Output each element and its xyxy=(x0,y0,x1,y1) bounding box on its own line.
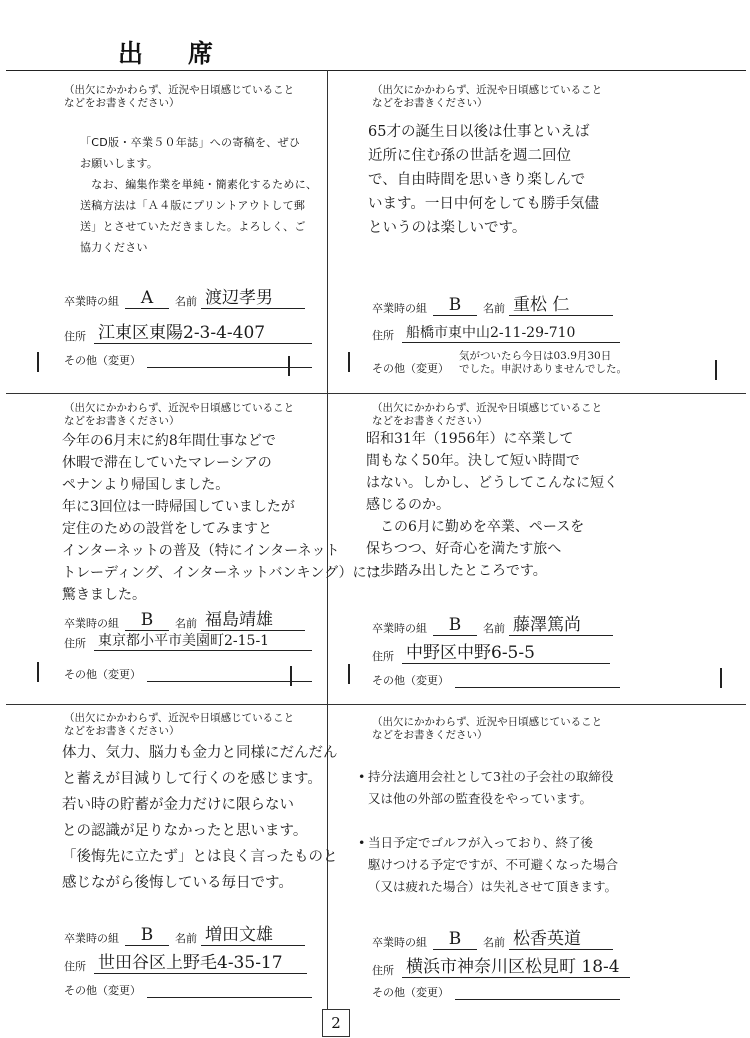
name-value: 藤澤篤尚 xyxy=(509,610,613,636)
name-label: 名前 xyxy=(175,295,197,308)
other-label: その他（変更） xyxy=(64,354,141,367)
name-label: 名前 xyxy=(483,302,505,315)
name-value: 渡辺孝男 xyxy=(201,283,305,309)
name-label: 名前 xyxy=(175,932,197,945)
entry-prompt: （出欠にかかわらず、近況や日頃感じていること などをお書きください） xyxy=(64,712,295,737)
address-value: 中野区中野6-5-5 xyxy=(402,638,610,664)
name-label: 名前 xyxy=(483,622,505,635)
address-field xyxy=(64,318,312,344)
entry-prompt: （出欠にかかわらず、近況や日頃感じていること などをお書きください） xyxy=(372,402,603,427)
message-bullet: • 持分法適用会社として3社の子会社の取締役 又は他の外部の監査役をやっています。 xyxy=(358,766,618,810)
address-value: 東京都小平市美園町2-15-1 xyxy=(94,630,312,651)
margin-mark xyxy=(37,352,39,372)
other-field xyxy=(372,984,620,1000)
row-divider-1 xyxy=(6,393,746,394)
entry-message: 65才の誕生日以後は仕事といえば 近所に住む孫の世話を週二回位 で、自由時間を思いきり楽しんで います。一日中何をしても勝手気儘 というのは楽しいです。 xyxy=(368,124,599,236)
group-label: 卒業時の組 xyxy=(64,617,119,630)
entry-message: 昭和31年（1956年）に卒業して 間もなく50年。決して短い時間で はない。しかし、どうしてこんなに短く 感じるのか。 この6月に勤めを卒業、ペースを 保ちつつ、好奇心を満たす旅へ 一歩踏み出したところです。 xyxy=(366,431,618,579)
other-label: その他（変更） xyxy=(372,674,449,687)
address-label: 住所 xyxy=(372,650,394,663)
other-label: その他（変更） xyxy=(64,984,141,997)
group-label: 卒業時の組 xyxy=(372,622,427,635)
entry-prompt: （出欠にかかわらず、近況や日頃感じていること などをお書きください） xyxy=(64,402,295,427)
address-value: 江東区東陽2-3-4-407 xyxy=(94,318,312,344)
entry-prompt: （出欠にかかわらず、近況や日頃感じていること などをお書きください） xyxy=(64,84,295,109)
other-value xyxy=(455,673,620,688)
other-value: 気がついたら今日は03.9月30日 でした。申訳けありませんでした。 xyxy=(459,350,627,375)
other-field xyxy=(64,352,312,368)
group-field xyxy=(372,290,613,316)
submission-notice: 「CD版・卒業５０年誌」への寄稿を、ぜひ お願いします。 なお、編集作業を単純・簡素化するために、 送稿方法は「Ａ４版にプリントアウトして郵 送」とさせていただきました。よろしく、ご 協力ください xyxy=(80,136,318,254)
margin-mark xyxy=(715,360,717,380)
other-value xyxy=(147,667,312,682)
other-field xyxy=(64,666,312,682)
other-field xyxy=(372,350,631,376)
name-value: 福島靖雄 xyxy=(201,605,305,631)
address-field xyxy=(64,948,307,974)
name-value: 松香英道 xyxy=(509,924,613,950)
message-bullet: • 当日予定でゴルフが入っており、終了後 駆けつける予定ですが、不可避くなった場合 （又は疲れた場合）は失礼させて頂きます。 xyxy=(358,832,618,898)
margin-mark xyxy=(348,664,350,684)
name-value: 増田文雄 xyxy=(201,920,305,946)
entry-prompt: （出欠にかかわらず、近況や日頃感じていること などをお書きください） xyxy=(372,84,603,109)
other-label: その他（変更） xyxy=(372,362,449,375)
group-field xyxy=(64,605,305,631)
address-label: 住所 xyxy=(64,637,86,650)
group-field xyxy=(64,283,305,309)
margin-mark xyxy=(288,356,290,376)
group-label: 卒業時の組 xyxy=(372,302,427,315)
other-label: その他（変更） xyxy=(372,986,449,999)
address-value: 横浜市神奈川区松見町 18-4 xyxy=(402,952,630,978)
other-field xyxy=(64,982,312,998)
address-field xyxy=(372,638,610,664)
group-label: 卒業時の組 xyxy=(64,295,119,308)
group-field xyxy=(372,924,613,950)
group-value: A xyxy=(125,288,169,309)
name-label: 名前 xyxy=(175,617,197,630)
group-value: B xyxy=(125,925,169,946)
entry-message xyxy=(358,744,618,920)
group-label: 卒業時の組 xyxy=(372,936,427,949)
margin-mark xyxy=(37,662,39,682)
group-field xyxy=(64,920,305,946)
group-value: B xyxy=(433,615,477,636)
margin-mark xyxy=(348,352,350,372)
address-field xyxy=(372,952,630,978)
row-divider-2 xyxy=(6,704,746,705)
other-value xyxy=(455,985,620,1000)
address-value: 船橋市東中山2-11-29-710 xyxy=(402,322,620,343)
other-field xyxy=(372,672,620,688)
entry-prompt: （出欠にかかわらず、近況や日頃感じていること などをお書きください） xyxy=(372,716,603,741)
address-label: 住所 xyxy=(64,960,86,973)
address-label: 住所 xyxy=(372,964,394,977)
group-value: B xyxy=(125,610,169,631)
title-underline xyxy=(6,70,746,71)
name-value: 重松 仁 xyxy=(509,290,613,316)
entry-message: 今年の6月末に約8年間仕事などで 休暇で滞在していたマレーシアの ペナンより帰国しました。 年に3回位は一時帰国していましたが 定住のための設営をしてみますと インターネットの普及（特にインターネット トレーディング、インターネットバンキング）には 驚きました。 xyxy=(62,433,381,603)
page-number: 2 xyxy=(322,1009,350,1037)
margin-mark xyxy=(290,666,292,686)
other-label: その他（変更） xyxy=(64,668,141,681)
group-value: B xyxy=(433,295,477,316)
name-label: 名前 xyxy=(483,936,505,949)
page-title: 出 席 xyxy=(118,39,224,68)
address-label: 住所 xyxy=(372,329,394,342)
margin-mark xyxy=(720,668,722,688)
other-value xyxy=(147,983,312,998)
address-field xyxy=(64,630,312,651)
address-label: 住所 xyxy=(64,330,86,343)
group-field xyxy=(372,610,613,636)
address-field xyxy=(372,322,620,343)
entry-message: 体力、気力、脳力も金力と同様にだんだん と蓄えが目減りして行くのを感じます。 若い時の貯蓄が金力だけに限らない との認識が足りなかったと思います。 「後悔先に立たず」とは良く言ったものと 感じながら後悔している毎日です。 xyxy=(62,745,338,891)
address-value: 世田谷区上野毛4-35-17 xyxy=(94,948,307,974)
group-label: 卒業時の組 xyxy=(64,932,119,945)
group-value: B xyxy=(433,929,477,950)
